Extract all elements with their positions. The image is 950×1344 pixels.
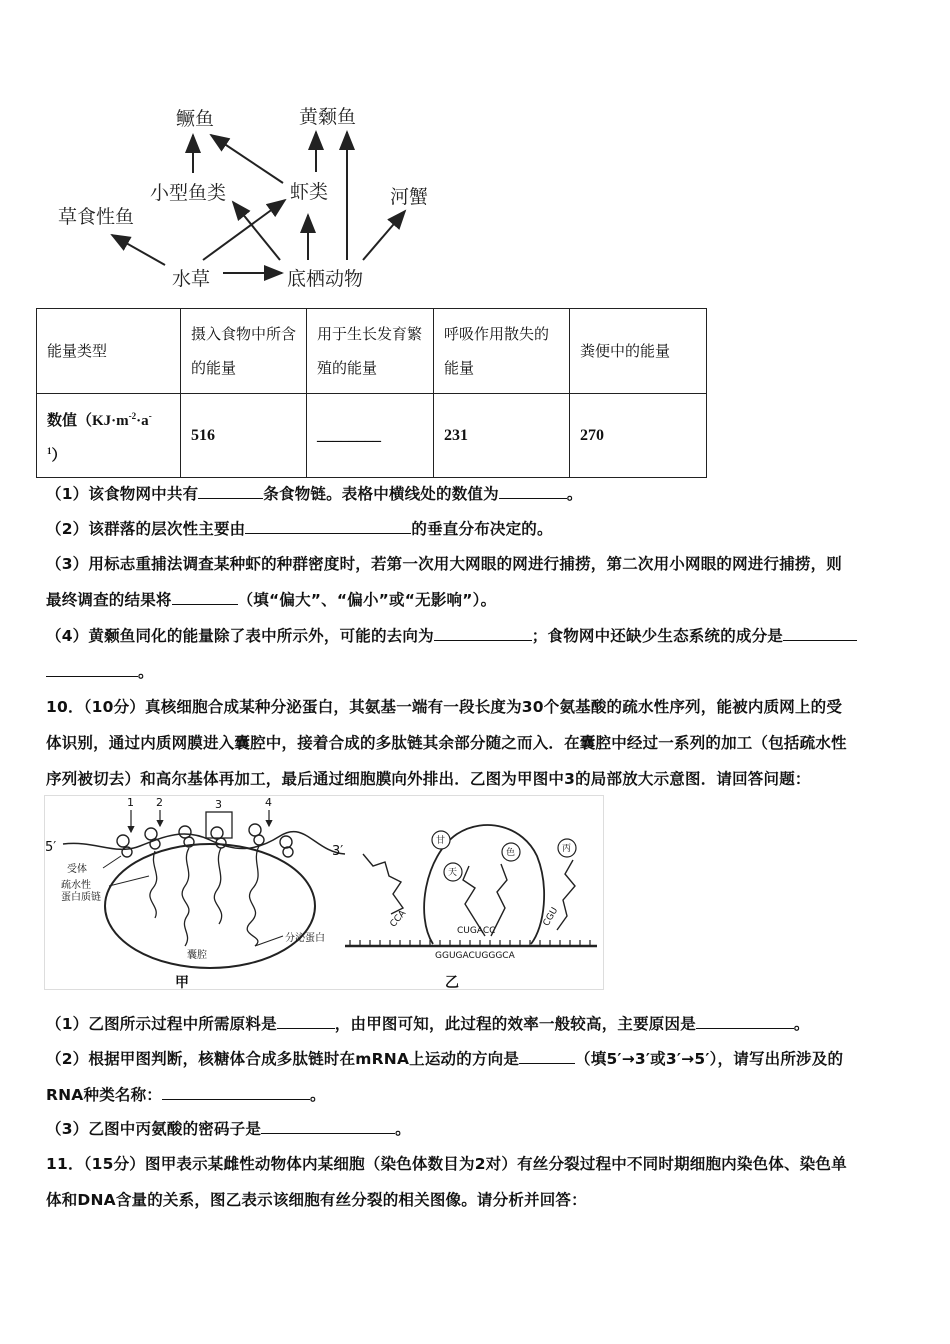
node-herbivore-fish: 草食性鱼 — [58, 206, 135, 228]
table-header-cell: 呼吸作用散失的能量 — [434, 309, 570, 394]
row-label-mid: ·a — [136, 412, 149, 429]
answer-blank[interactable] — [245, 520, 411, 534]
q11-heading: 11．（15分）图甲表示某雌性动物体内某细胞（染色体数目为2对）有丝分裂过程中不同时期细胞内染色体、染色单 — [46, 1155, 847, 1173]
q11-line2: 体和DNA含量的关系，图乙表示该细胞有丝分裂的相关图像。请分析并回答： — [46, 1191, 587, 1209]
figure-yi-caption: 乙 — [445, 975, 459, 991]
energy-table — [36, 308, 707, 478]
anticodon-cca: CCA — [388, 908, 409, 930]
q10-part3: （3）乙图中丙氨酸的密码子是 。 — [46, 1120, 411, 1138]
table-cell-blank: ________ — [307, 394, 434, 478]
five-prime-label: 5′ — [45, 840, 57, 855]
secreted-protein-label: 分泌蛋白 — [285, 933, 325, 944]
answer-blank[interactable] — [277, 1015, 335, 1029]
answer-blank[interactable] — [46, 663, 138, 677]
answer-blank[interactable] — [499, 485, 567, 499]
answer-blank[interactable] — [198, 485, 263, 499]
q9-part4-cont: 。 — [46, 660, 154, 682]
answer-blank[interactable] — [696, 1015, 794, 1029]
node-small-fish: 小型鱼类 — [150, 182, 227, 204]
table-cell-value: 516 — [181, 394, 307, 478]
translation-figure — [44, 795, 604, 990]
row-label-text: 数值（KJ·m — [47, 412, 129, 429]
q9-part3: （3）用标志重捕法调查某种虾的种群密度时，若第一次用大网眼的网进行捕捞，第二次用小网眼的网进行捕捞，则 — [46, 555, 842, 573]
q10-part1: （1）乙图所示过程中所需原料是 ，由甲图可知，此过程的效率一般较高，主要原因是 。 — [46, 1015, 810, 1033]
table-header-cell: 能量类型 — [37, 309, 181, 394]
label-1: 1 — [127, 796, 134, 809]
protein-chain-label: 蛋白质链 — [61, 892, 101, 903]
label-4: 4 — [265, 796, 272, 809]
receptor-label: 受体 — [67, 864, 87, 875]
ribosomes — [117, 824, 293, 857]
answer-blank[interactable] — [261, 1120, 395, 1134]
food-web-arrows — [0, 0, 480, 300]
table-row-label — [37, 394, 181, 478]
q10-part2-cont: RNA种类名称： 。 — [46, 1086, 326, 1104]
hydrophobic-label: 疏水性 — [61, 880, 91, 891]
row-label-end: ） — [51, 447, 67, 464]
answer-blank[interactable] — [434, 627, 532, 641]
q10-heading: 10．（10分）真核细胞合成某种分泌蛋白，其氨基一端有一段长度为30个氨基酸的疏水性序列，能被内质网上的受 — [46, 698, 843, 716]
three-prime-label: 3′ — [332, 844, 344, 859]
q9-part1: （1）该食物网中共有 条食物链。表格中横线处的数值为 。 — [46, 485, 583, 503]
q9-part4: （4）黄颡鱼同化的能量除了表中所示外，可能的去向为 ；食物网中还缺少生态系统的成分是 — [46, 624, 857, 646]
mrna-sequence: GGUGACUGGGCA — [435, 951, 515, 961]
box-3 — [206, 812, 232, 838]
table-header-cell: 粪便中的能量 — [570, 309, 707, 394]
q10-line2: 体识别，通过内质网膜进入囊腔中，接着合成的多肽链其余部分随之而入．在囊腔中经过一系列的加工（包括疏水性 — [46, 734, 847, 752]
trp-label: 色 — [506, 848, 516, 858]
asp-label: 天 — [448, 868, 458, 878]
answer-blank[interactable] — [783, 627, 857, 641]
q10-part2: （2）根据甲图判断，核糖体合成多肽链时在mRNA上运动的方向是 （填5′→3′或3′→5′），请写出所涉及的 — [46, 1050, 844, 1068]
ala-label: 丙 — [562, 844, 572, 854]
node-water-plant: 水草 — [172, 268, 211, 290]
label-3: 3 — [215, 798, 222, 811]
receptor-pointer — [103, 856, 121, 868]
anticodon-cugacc: CUGACC — [457, 926, 496, 936]
node-shrimp: 虾类 — [290, 181, 329, 203]
anticodon-cgu: CGU — [541, 905, 561, 929]
node-guiyu: 鳜鱼 — [176, 108, 215, 130]
node-benthic: 底栖动物 — [287, 268, 364, 290]
lumen-label: 囊腔 — [187, 950, 207, 961]
q10-line3: 序列被切去）和高尔基体再加工，最后通过细胞膜向外排出．乙图为甲图中3的局部放大示意图．请回答问题： — [46, 770, 811, 788]
table-cell-value: 231 — [434, 394, 570, 478]
answer-blank[interactable] — [519, 1050, 575, 1064]
node-huangsangyu: 黄颡鱼 — [299, 106, 357, 128]
row-label-sup2: -1 — [47, 410, 152, 456]
node-crab: 河蟹 — [390, 186, 429, 208]
table-header-cell: 用于生长发育繁殖的能量 — [307, 309, 434, 394]
row-label-sup: -2 — [128, 410, 137, 421]
gly-label: 甘 — [436, 836, 446, 846]
q9-part2: （2）该群落的层次性主要由 的垂直分布决定的。 — [46, 520, 553, 538]
q9-part3-cont: 最终调查的结果将 （填“偏大”、“偏小”或“无影响”）。 — [46, 591, 497, 609]
mrna-strand — [63, 832, 345, 854]
answer-blank[interactable] — [172, 591, 238, 605]
figure-jia-caption: 甲 — [175, 975, 189, 991]
secreted-pointer — [255, 936, 283, 946]
table-cell-value: 270 — [570, 394, 707, 478]
polypeptide-chains — [150, 846, 259, 946]
er-lumen-ellipse — [105, 844, 315, 968]
translation-figure-svg — [45, 796, 605, 991]
label-2: 2 — [156, 796, 163, 809]
answer-blank[interactable] — [162, 1086, 310, 1100]
table-header-cell: 摄入食物中所含的能量 — [181, 309, 307, 394]
